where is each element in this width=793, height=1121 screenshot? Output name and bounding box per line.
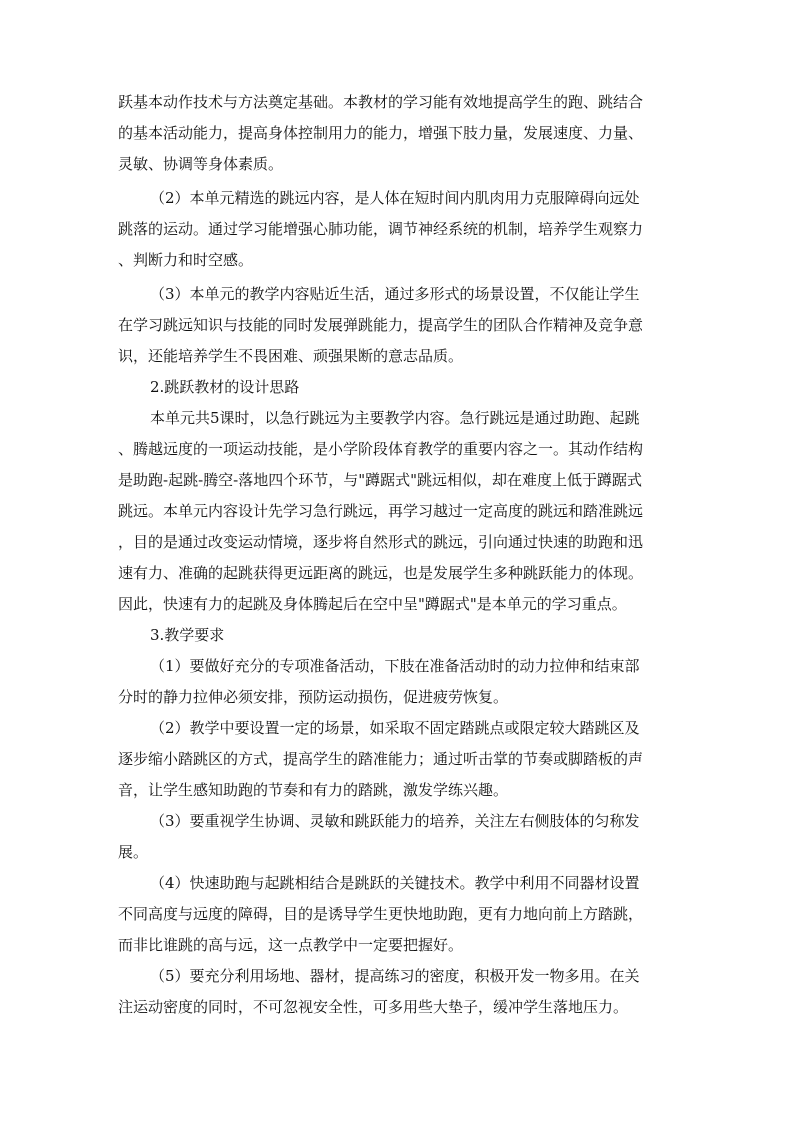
text-line: 因此，快速有力的起跳及身体腾起后在空中呈"蹲踞式"是本单元的学习重点。 [118, 595, 627, 613]
text-line: （4）快速助跑与起跳相结合是跳跃的关键技术。教学中利用不同器材设置 [150, 874, 640, 892]
text-line: （3）本单元的教学内容贴近生活，通过多形式的场景设置，不仅能让学生 [150, 285, 640, 303]
text-line: （1）要做好充分的专项准备活动，下肢在准备活动时的动力拉伸和结束部 [150, 657, 640, 675]
text-line: 而非比谁跳的高与远，这一点教学中一定要把握好。 [118, 936, 464, 954]
text-line: 识，还能培养学生不畏困难、顽强果断的意志品质。 [118, 347, 464, 365]
text-line: （2）本单元精选的跳远内容，是人体在短时间内肌肉用力克服障碍向远处 [150, 189, 640, 207]
text-line: 展。 [118, 843, 149, 861]
text-line: 跳远。本单元内容设计先学习急行跳远，再学习越过一定高度的跳远和踏准跳远 [118, 502, 644, 520]
section-heading: 3.教学要求 [150, 626, 225, 644]
section-heading: 2.跳跃教材的设计思路 [150, 378, 300, 396]
text-line: 不同高度与远度的障碍，目的是诱导学生更快地助跑，更有力地向前上方踏跳， [118, 905, 644, 923]
text-line: 本单元共5课时，以急行跳远为主要教学内容。急行跳远是通过助跑、起跳 [150, 409, 640, 427]
text-line: （3）要重视学生协调、灵敏和跳跃能力的培养，关注左右侧肢体的匀称发 [150, 812, 640, 830]
text-line: 、腾越远度的一项运动技能，是小学阶段体育教学的重要内容之一。其动作结构 [118, 440, 644, 458]
text-line: ，目的是通过改变运动情境，逐步将自然形式的跳远，引向通过快速的助跑和迅 [118, 533, 644, 551]
text-line: 是助跑-起跳-腾空-落地四个环节，与"蹲踞式"跳远相似，却在难度上低于蹲踞式 [118, 471, 643, 489]
text-line: 灵敏、协调等身体素质。 [118, 155, 284, 173]
text-line: （5）要充分利用场地、器材，提高练习的密度，积极开发一物多用。在关 [150, 967, 640, 985]
text-line: 、判断力和时空感。 [118, 251, 254, 269]
text-line: 音，让学生感知助跑的节奏和有力的踏跳，激发学练兴趣。 [118, 781, 509, 799]
text-line: 跃基本动作技术与方法奠定基础。本教材的学习能有效地提高学生的跑、跳结合 [118, 93, 644, 111]
text-line: 注运动密度的同时，不可忽视安全性，可多用些大垫子，缓冲学生落地压力。 [118, 998, 629, 1016]
text-line: 逐步缩小踏跳区的方式，提高学生的踏准能力；通过听击掌的节奏或脚踏板的声 [118, 750, 644, 768]
text-line: （2）教学中要设置一定的场景，如采取不固定踏跳点或限定较大踏跳区及 [150, 719, 640, 737]
text-line: 速有力、准确的起跳获得更远距离的跳远，也是发展学生多种跳跃能力的体现。 [118, 564, 644, 582]
text-line: 分时的静力拉伸必须安排，预防运动损伤，促进疲劳恢复。 [118, 688, 509, 706]
text-line: 跳落的运动。通过学习能增强心肺功能，调节神经系统的机制，培养学生观察力 [118, 220, 644, 238]
text-line: 的基本活动能力，提高身体控制用力的能力，增强下肢力量，发展速度、力量、 [118, 124, 644, 142]
text-line: 在学习跳远知识与技能的同时发展弹跳能力，提高学生的团队合作精神及竞争意 [118, 316, 644, 334]
